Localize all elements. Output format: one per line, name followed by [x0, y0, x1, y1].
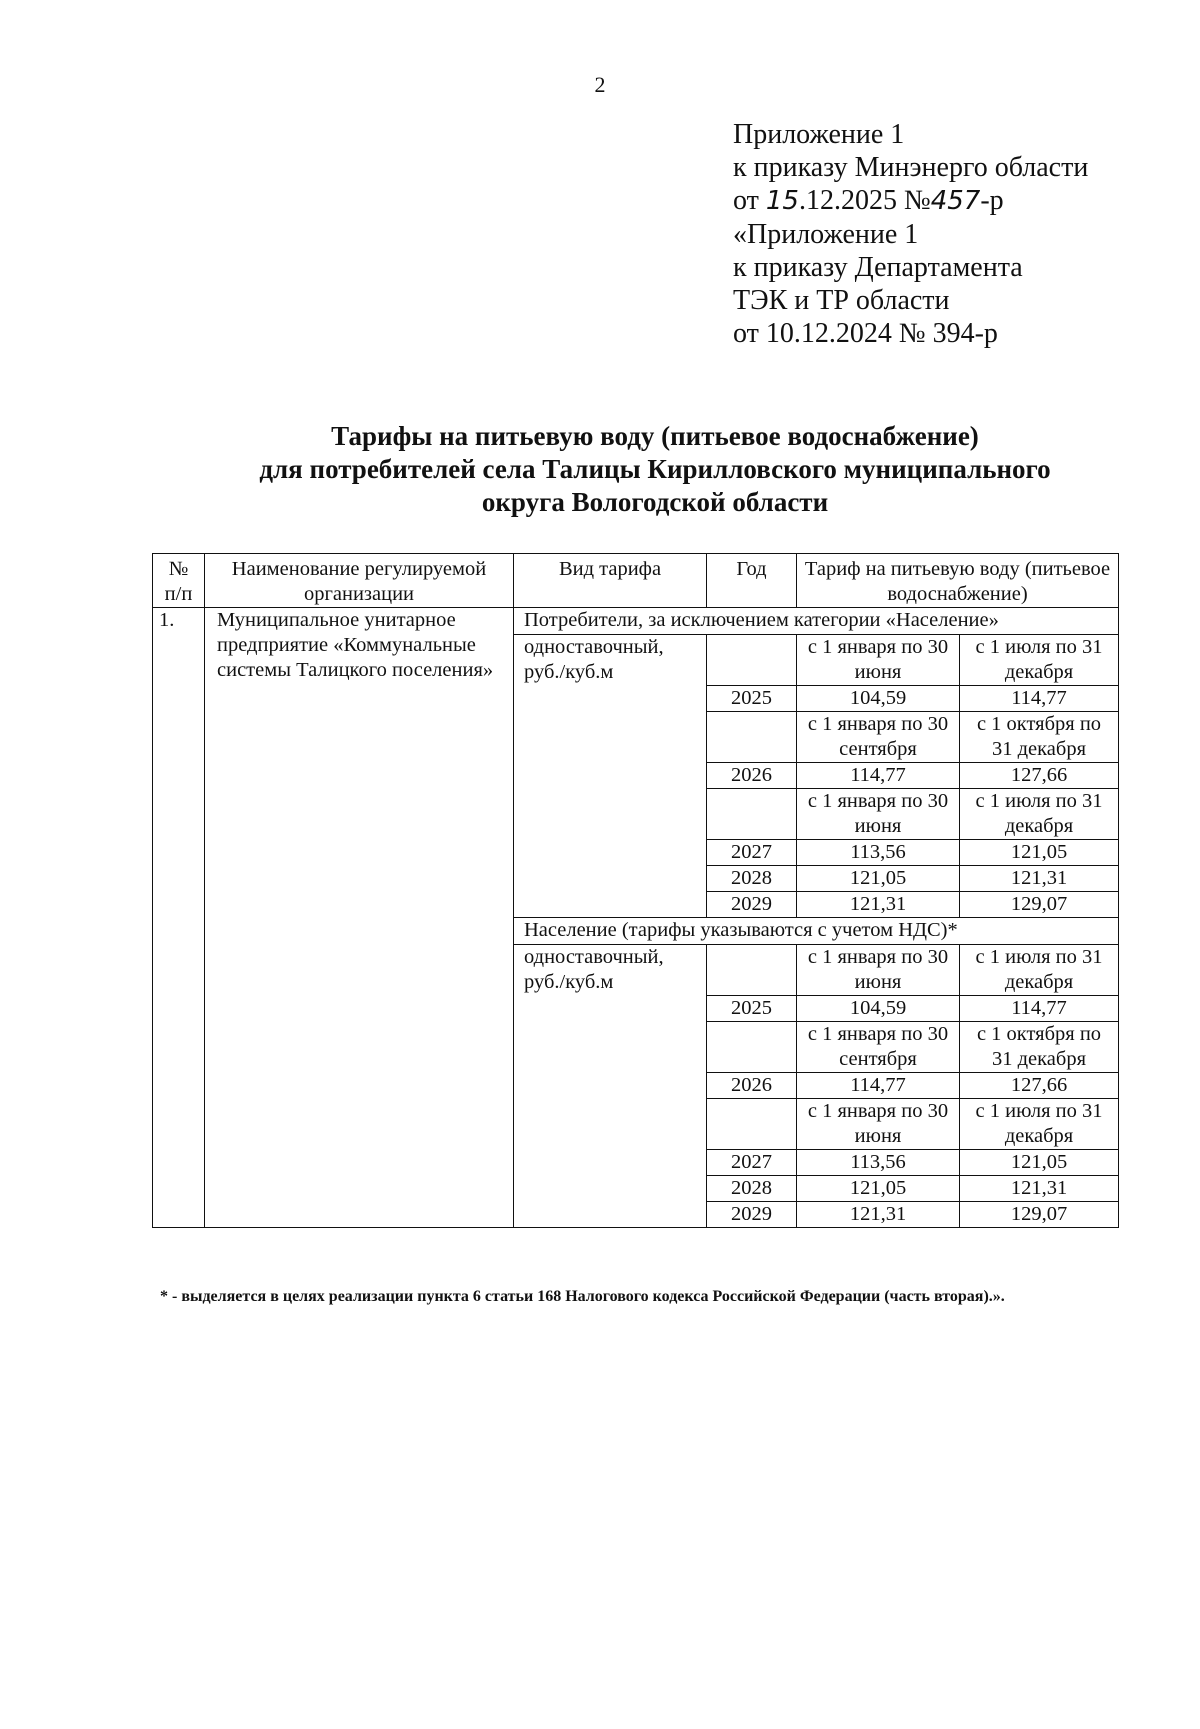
appendix-line-2: к приказу Минэнерго области — [733, 152, 1089, 183]
consumer-group-title: Население (тарифы указываются с учетом НДС)* — [514, 918, 1119, 945]
tariff-value-period-2: 121,31 — [960, 866, 1119, 892]
empty-year-cell — [707, 1099, 797, 1150]
tariff-value-period-2: 127,66 — [960, 763, 1119, 789]
appendix-line-1: Приложение 1 — [733, 119, 905, 150]
tariff-value-period-2: 121,05 — [960, 840, 1119, 866]
appendix-line-6: ТЭК и ТР области — [733, 285, 950, 316]
header-tariff: Тариф на питьевую воду (питьевое водоснабжение) — [797, 554, 1119, 608]
tariff-value-period-1: 121,31 — [797, 892, 960, 918]
period-2-label: с 1 октября по 31 декабря — [960, 712, 1119, 763]
appendix-line-5: к приказу Департамента — [733, 252, 1023, 283]
title-line-2: для потребителей села Талицы Кирилловского муниципального — [259, 454, 1051, 484]
tariff-kind-cell: одноставочный, руб./куб.м — [514, 945, 707, 1228]
header-year: Год — [707, 554, 797, 608]
page-number: 2 — [594, 72, 606, 97]
tariff-value-period-2: 121,31 — [960, 1176, 1119, 1202]
year-cell: 2029 — [707, 1202, 797, 1228]
year-cell: 2025 — [707, 686, 797, 712]
period-2-label: с 1 июля по 31 декабря — [960, 1099, 1119, 1150]
year-cell: 2029 — [707, 892, 797, 918]
tariff-value-period-2: 121,05 — [960, 1150, 1119, 1176]
appendix-header — [733, 118, 1088, 350]
tariff-value-period-1: 121,05 — [797, 866, 960, 892]
appendix-line-3 — [733, 184, 1088, 218]
handwritten-day: 15 — [765, 186, 799, 216]
appendix-date-middle: .12.2025 № — [798, 185, 931, 216]
title-line-1: Тарифы на питьевую воду (питьевое водоснабжение) — [331, 421, 979, 451]
year-cell: 2027 — [707, 1150, 797, 1176]
header-num: № п/п — [153, 554, 205, 608]
header-organization: Наименование регулируемой организации — [205, 554, 514, 608]
title-line-3: округа Вологодской области — [481, 487, 829, 517]
handwritten-order-number: 457 — [930, 186, 981, 216]
year-cell: 2025 — [707, 996, 797, 1022]
empty-year-cell — [707, 712, 797, 763]
row-number-cell: 1. — [153, 608, 205, 1228]
document-title — [0, 420, 1200, 519]
table-row — [153, 608, 1119, 635]
organization-name-cell: Муниципальное унитарное предприятие «Коммунальные системы Талицкого поселения» — [205, 608, 514, 1228]
consumer-group-title: Потребители, за исключением категории «Население» — [514, 608, 1119, 635]
year-cell: 2026 — [707, 1073, 797, 1099]
empty-year-cell — [707, 945, 797, 996]
tariff-value-period-1: 114,77 — [797, 1073, 960, 1099]
tariff-value-period-2: 114,77 — [960, 996, 1119, 1022]
footnote: * - выделяется в целях реализации пункта 6 статьи 168 Налогового кодекса Российской Федерации (часть вторая).». — [160, 1288, 1005, 1305]
period-1-label: с 1 января по 30 сентября — [797, 712, 960, 763]
period-2-label: с 1 июля по 31 декабря — [960, 945, 1119, 996]
period-1-label: с 1 января по 30 сентября — [797, 1022, 960, 1073]
tariff-value-period-2: 114,77 — [960, 686, 1119, 712]
year-cell: 2028 — [707, 866, 797, 892]
empty-year-cell — [707, 1022, 797, 1073]
header-tariff-kind: Вид тарифа — [514, 554, 707, 608]
period-1-label: с 1 января по 30 июня — [797, 945, 960, 996]
year-cell: 2028 — [707, 1176, 797, 1202]
period-1-label: с 1 января по 30 июня — [797, 789, 960, 840]
appendix-order-suffix: -р — [980, 185, 1004, 216]
tariff-value-period-2: 129,07 — [960, 1202, 1119, 1228]
tariff-value-period-2: 127,66 — [960, 1073, 1119, 1099]
tariff-value-period-1: 121,05 — [797, 1176, 960, 1202]
empty-year-cell — [707, 635, 797, 686]
appendix-line-7: от 10.12.2024 № 394-р — [733, 318, 998, 349]
tariff-table — [152, 553, 1119, 1228]
year-cell: 2027 — [707, 840, 797, 866]
tariff-value-period-1: 113,56 — [797, 840, 960, 866]
tariff-value-period-1: 121,31 — [797, 1202, 960, 1228]
tariff-kind-cell: одноставочный, руб./куб.м — [514, 635, 707, 918]
tariff-value-period-1: 113,56 — [797, 1150, 960, 1176]
period-2-label: с 1 июля по 31 декабря — [960, 635, 1119, 686]
period-1-label: с 1 января по 30 июня — [797, 1099, 960, 1150]
period-2-label: с 1 июля по 31 декабря — [960, 789, 1119, 840]
year-cell: 2026 — [707, 763, 797, 789]
table-header-row — [153, 554, 1119, 608]
tariff-value-period-1: 104,59 — [797, 996, 960, 1022]
period-1-label: с 1 января по 30 июня — [797, 635, 960, 686]
tariff-value-period-1: 104,59 — [797, 686, 960, 712]
period-2-label: с 1 октября по 31 декабря — [960, 1022, 1119, 1073]
empty-year-cell — [707, 789, 797, 840]
tariff-value-period-2: 129,07 — [960, 892, 1119, 918]
appendix-date-prefix: от — [733, 185, 766, 216]
tariff-value-period-1: 114,77 — [797, 763, 960, 789]
appendix-line-4: «Приложение 1 — [733, 219, 919, 250]
